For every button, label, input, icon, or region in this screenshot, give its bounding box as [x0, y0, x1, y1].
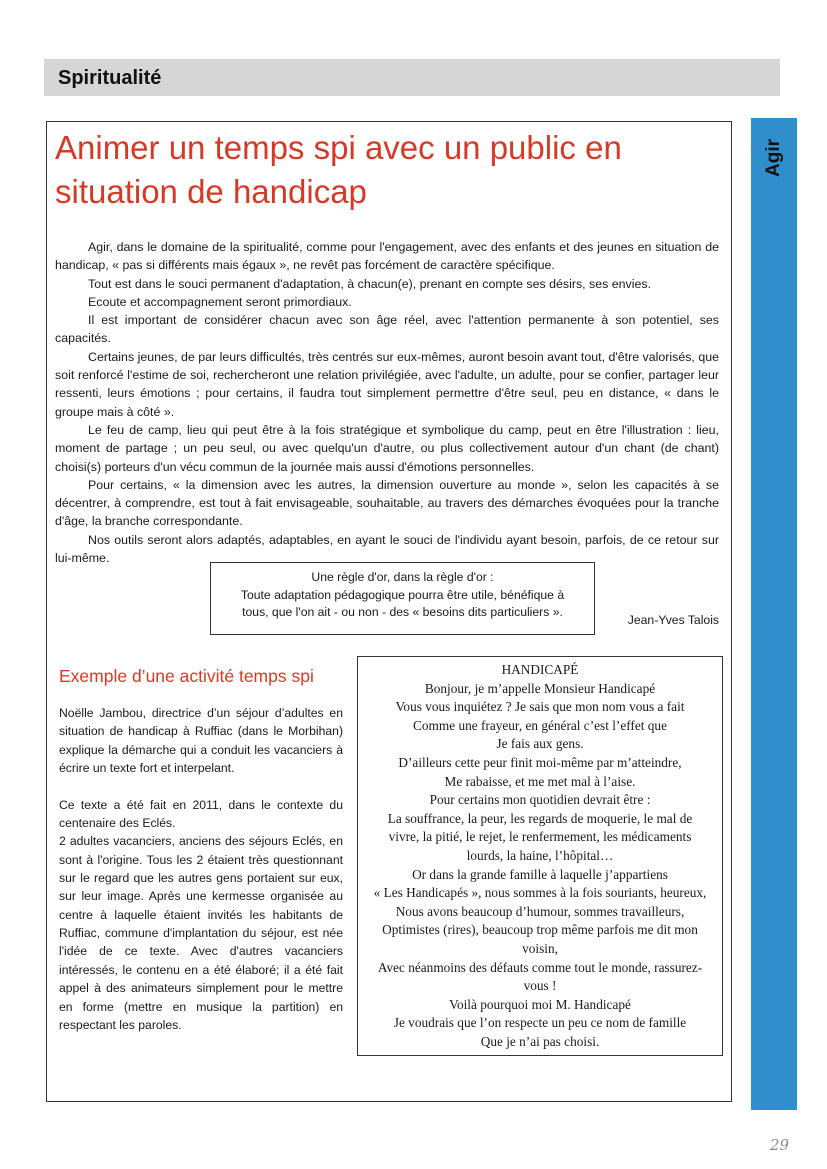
poem-line: Je fais aux gens. [496, 736, 584, 752]
quote-line: Une règle d'or, dans la règle d'or : [311, 570, 494, 584]
poem-line: Je voudrais que l’on respecte un peu ce nom de famille [393, 1015, 687, 1031]
poem-line: Nous avons beaucoup d’humour, sommes travailleurs, [395, 903, 685, 919]
poem-line: vivre, la pitié, le rejet, le renfermement, les médicaments [388, 829, 692, 845]
poem-line: Vous vous inquiétez ? Je sais que mon nom vous a fait [395, 699, 685, 715]
intro-paragraph: Nos outils seront alors adaptés, adaptables, en ayant le souci de l'individu ayant besoin, parfois, de ce retour sur lui-même. [55, 532, 719, 566]
intro-paragraph: Tout est dans le souci permanent d'adaptation, à chacun(e), prenant en compte ses désirs, ses envies. [88, 276, 652, 291]
poem-title: HANDICAPÉ [501, 662, 579, 677]
quote-line: tous, que l'on ait - ou non - des « besoins dits particuliers ». [242, 605, 563, 619]
section-header-bar [44, 59, 780, 96]
section-title: Spiritualité [58, 67, 162, 89]
side-tab [751, 118, 797, 1110]
intro-paragraph: Il est important de considérer chacun avec son âge réel, avec l'attention permanente à son potentiel, ses capacités. [55, 313, 719, 346]
poem-line: Optimistes (rires), beaucoup trop même parfois me dit mon [382, 922, 698, 938]
poem-line: Avec néanmoins des défauts comme tout le monde, rassurez- [377, 959, 703, 975]
intro-paragraph: Le feu de camp, lieu qui peut être à la fois stratégique et symbolique du camp, peut en être l'illustration : lieu, moment de partage ; un peu seul, ou avec quelqu'un d'autre, ou plus collectivement autour d'un chant (de chant) choisi(s) porteurs d'un vécu commun de la journée mais aussi d'émotions personnelles. [55, 422, 719, 474]
poem-line: voisin, [522, 940, 558, 956]
poem-line: Pour certains mon quotidien devrait être : [429, 792, 651, 808]
poem-box [357, 656, 723, 1056]
article-intro [55, 238, 719, 567]
example-heading: Exemple d’une activité temps spi [59, 666, 314, 686]
intro-paragraph: Ecoute et accompagnement seront primordiaux. [88, 294, 352, 309]
article-title: Animer un temps spi avec un public en situation de handicap [55, 129, 622, 210]
poem-line: lourds, la haine, l’hôpital… [466, 847, 614, 863]
poem-line: vous ! [523, 978, 557, 994]
side-tab-label: Agir [763, 139, 784, 177]
intro-paragraph: Certains jeunes, de par leurs difficultés, très centrés sur eux-mêmes, auront besoin avant tout, d'être valorisés, que soit renforcé l'estime de soi, rechercheront une relation privilégiée, avec l'adulte, un adulte, pour se confier, partager leur ressenti, leurs émotions ; pour certains, il faudra tout simplement permettre d'être seul, peu en distance, « dans le groupe mais à côté ». [55, 349, 719, 419]
example-paragraph: 2 adultes vacanciers, anciens des séjours Eclés, en sont à l'origine. Tous les 2 étaient très questionnant sur le regard que les autres gens portaient sur eux, sur leur image. Après une kermesse organisée au centre à laquelle étaient invités les habitants de Ruffiac, commune d'implantation du séjour, est née l'idée de ce texte. Avec d'autres vacanciers intéressés, le contenu en a été élaboré; il a été fait appel à des animateurs simplement pour le mettre en forme (mettre en musique la partition) en respectant les paroles. [59, 834, 343, 1032]
example-body [59, 704, 343, 1034]
poem-line: Me rabaisse, et me met mal à l’aise. [444, 773, 636, 789]
side-tab-label-wrap [751, 118, 797, 198]
intro-paragraph: Agir, dans le domaine de la spiritualité, comme pour l'engagement, avec des enfants et des jeunes en situation de handicap, « pas si différents mais égaux », ne revêt pas forcément de caractère spécifique. [55, 240, 719, 273]
poem-line: Que je n’ai pas choisi. [480, 1033, 600, 1049]
poem-line: Comme une frayeur, en général c’est l’effet que [413, 717, 667, 733]
poem-line: « Les Handicapés », nous sommes à la fois souriants, heureux, [373, 885, 707, 901]
example-paragraph: Ce texte a été fait en 2011, dans le contexte du centenaire des Eclés. [59, 797, 343, 831]
poem-line: D’ailleurs cette peur finit moi-même par m’atteindre, [398, 754, 682, 770]
intro-paragraph: Pour certains, « la dimension avec les autres, la dimension ouverture au monde », selon les capacités à se décentrer, à comprendre, est tout à fait envisageable, souhaitable, au travers des démarches évoquées pour la tranche d'âge, la branche correspondante. [55, 477, 719, 529]
poem-line: Bonjour, je m’appelle Monsieur Handicapé [424, 680, 656, 696]
golden-rule-quote [210, 562, 595, 635]
example-paragraph: Noëlle Jambou, directrice d’un séjour d’adultes en situation de handicap à Ruffiac (dans le Morbihan) explique la démarche qui a conduit les vacanciers à écrire un texte fort et interpelant. [59, 706, 343, 776]
quote-author: Jean-Yves Talois [627, 613, 719, 627]
poem-line: Voilà pourquoi moi M. Handicapé [449, 996, 631, 1012]
poem-line: Or dans la grande famille à laquelle j’appartiens [412, 866, 668, 882]
poem-line: La souffrance, la peur, les regards de moquerie, le mal de [387, 810, 693, 826]
quote-line: Toute adaptation pédagogique pourra être utile, bénéfique à [240, 587, 565, 602]
page-number: 29 [770, 1136, 790, 1154]
